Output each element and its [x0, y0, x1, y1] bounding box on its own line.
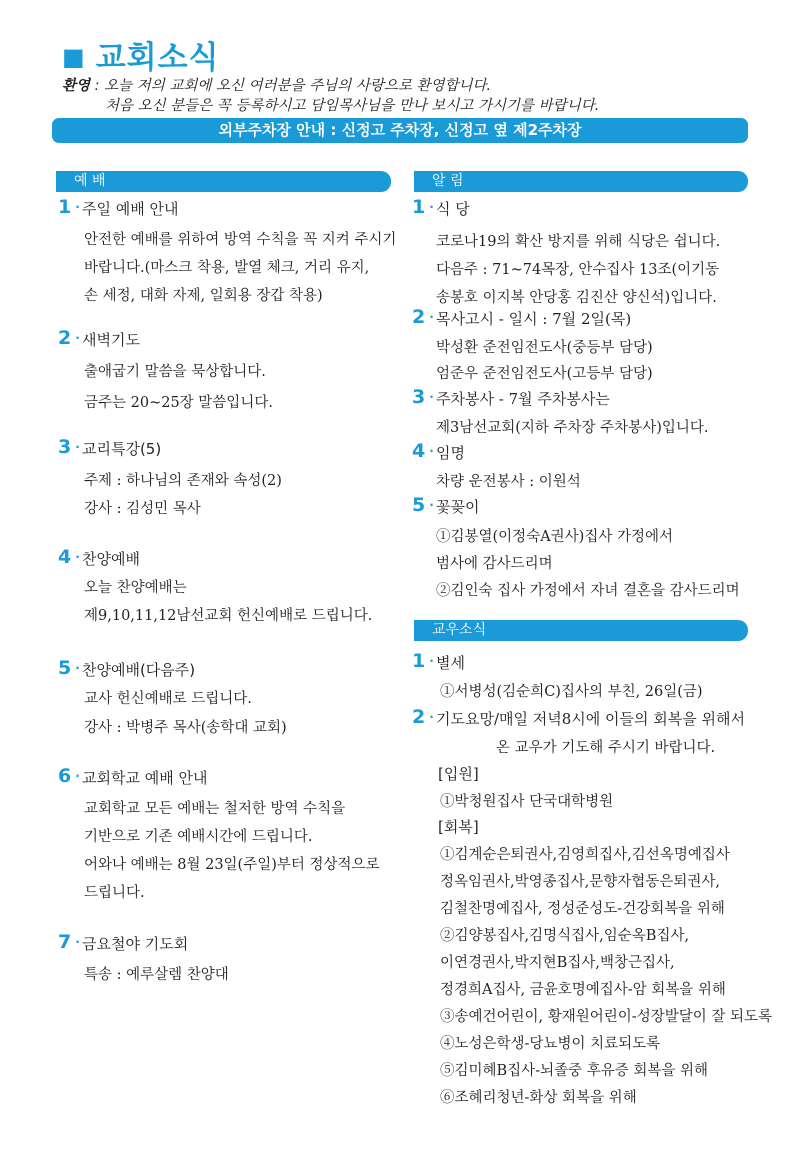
recover-text: 정옥임권사,박영종집사,문향자협동은퇴권사,	[440, 874, 720, 890]
worship-text: 교사 헌신예배로 드립니다.	[84, 691, 252, 707]
item-number: 5 ·	[412, 494, 434, 516]
worship-text: 손 세정, 대화 자제, 일회용 장갑 착용)	[84, 288, 323, 304]
notice-section-heading: 알 림	[414, 171, 748, 192]
item-title: 식 당	[436, 200, 470, 218]
worship-text: 어와나 예배는 8월 23일(주일)부터 정상적으로	[84, 857, 380, 873]
item-title: 꽃꽂이	[436, 498, 480, 516]
notice-text: 코로나19의 확산 방지를 위해 식당은 쉽니다.	[436, 234, 721, 250]
item-number: 7 ·	[58, 931, 80, 953]
item-number: 1 ·	[412, 650, 434, 672]
notice-text: 제3남선교회(지하 주차장 주차봉사)입니다.	[436, 420, 709, 436]
recover-text: ⑥조혜리청년-화상 회복을 위해	[440, 1090, 637, 1106]
item-number: 2 ·	[412, 306, 434, 328]
worship-text: 강사 : 박병주 목사(송학대 교회)	[84, 720, 287, 736]
item-title: 주차봉사 - 7월 주차봉사는	[436, 390, 610, 408]
item-number: 4 ·	[412, 440, 434, 462]
worship-text: 출애굽기 말씀을 묵상합니다.	[84, 364, 266, 380]
recover-text: 이연경권사,박지현B집사,백창근집사,	[440, 955, 675, 971]
square-bullet-icon: ■	[62, 43, 86, 71]
item-title: 주일 예배 안내	[82, 200, 179, 218]
worship-text: 바랍니다.(마스크 착용, 발열 체크, 거리 유지,	[84, 260, 370, 276]
item-title: 교리특강(5)	[82, 440, 162, 458]
worship-text: 주제 : 하나님의 존재와 속성(2)	[84, 473, 282, 489]
recover-text: ①김계순은퇴권사,김영희집사,김선옥명예집사	[440, 847, 730, 863]
item-number: 1 ·	[412, 196, 434, 218]
item-number: 2 ·	[58, 327, 80, 349]
item-title: 별세	[436, 654, 465, 672]
members-section-heading: 교우소식	[414, 620, 748, 641]
item-number: 5 ·	[58, 657, 80, 679]
notice-text: ②김인숙 집사 가정에서 자녀 결혼을 감사드리며	[436, 583, 740, 599]
item-number: 3 ·	[58, 436, 80, 458]
item-title: 교회학교 예배 안내	[82, 769, 208, 787]
item-number: 2 ·	[412, 706, 434, 728]
recover-text: ⑤김미혜B집사-뇌졸중 후유증 회복을 위해	[440, 1063, 708, 1079]
worship-text: 제9,10,11,12남선교회 헌신예배로 드립니다.	[84, 608, 373, 624]
notice-text: 다음주 : 71~74목장, 안수집사 13조(이기동	[436, 262, 720, 278]
page-title-text: 교회소식	[95, 40, 220, 76]
item-title: 찬양예배	[82, 550, 140, 568]
welcome-text-1: : 오늘 저의 교회에 오신 여러분을 주님의 사랑으로 환영합니다.	[90, 78, 492, 94]
worship-text: 기반으로 기존 예배시간에 드립니다.	[84, 829, 313, 845]
recover-text: 김철찬명예집사, 정성준성도-건강회복을 위해	[440, 901, 725, 917]
worship-text: 금주는 20~25장 말씀입니다.	[84, 395, 273, 411]
item-number: 4 ·	[58, 546, 80, 568]
worship-text: 오늘 찬양예배는	[84, 580, 187, 596]
welcome-line-1	[62, 74, 491, 95]
item-title: 임명	[436, 444, 465, 462]
worship-text: 드립니다.	[84, 885, 145, 901]
item-title: 금요철야 기도회	[82, 935, 189, 953]
worship-text: 교회학교 모든 예배는 철저한 방역 수칙을	[84, 801, 346, 817]
page-title	[62, 32, 219, 77]
worship-text: 안전한 예배를 위하여 방역 수칙을 꼭 지켜 주시기	[84, 232, 397, 248]
worship-text: 특송 : 예루살렘 찬양대	[84, 967, 229, 983]
item-title: 찬양예배(다음주)	[82, 661, 196, 679]
notice-text: 박성환 준전임전도사(중등부 담당)	[436, 340, 653, 356]
worship-section-heading: 예 배	[56, 171, 391, 192]
notice-text: ①김봉열(이정숙A권사)집사 가정에서	[436, 529, 673, 545]
parking-banner: 외부주차장 안내 : 신정고 주차장, 신정고 옆 제2주차장	[52, 118, 748, 143]
item-number: 6 ·	[58, 765, 80, 787]
item-title: 목사고시 - 일시 : 7월 2일(목)	[436, 310, 632, 328]
admit-text: ①박청원집사 단국대학병원	[440, 794, 614, 810]
welcome-line-2: 처음 오신 분들은 꼭 등록하시고 담임목사님을 만나 보시고 가시기를 바랍니다.	[105, 98, 600, 114]
notice-text: 엄준우 준전임전도사(고등부 담당)	[436, 366, 653, 382]
welcome-label: 환영	[62, 78, 91, 94]
member-text: 온 교우가 기도해 주시기 바랍니다.	[496, 740, 716, 756]
notice-text: 차량 운전봉사 : 이원석	[436, 474, 581, 490]
admit-label: [입원]	[438, 765, 479, 783]
recover-label: [회복]	[438, 818, 479, 836]
recover-text: 정경희A집사, 금윤호명예집사-암 회복을 위해	[440, 982, 726, 998]
recover-text: ②김양봉집사,김명식집사,임순옥B집사,	[440, 928, 690, 944]
item-number: 3 ·	[412, 386, 434, 408]
recover-text: ③송예건어린이, 황재원어린이-성장발달이 잘 되도록	[440, 1009, 772, 1025]
worship-text: 강사 : 김성민 목사	[84, 501, 201, 517]
notice-text: 범사에 감사드리며	[436, 556, 553, 572]
item-title: 기도요망/매일 저녁8시에 이들의 회복을 위해서	[436, 710, 745, 728]
item-number: 1 ·	[58, 196, 80, 218]
notice-text: 송봉호 이지복 안당홍 김진산 양신석)입니다.	[436, 290, 717, 306]
member-text: ①서병성(김순희C)집사의 부친, 26일(금)	[440, 684, 703, 700]
item-title: 새벽기도	[82, 331, 140, 349]
recover-text: ④노성은학생-당뇨병이 치료되도록	[440, 1036, 661, 1052]
